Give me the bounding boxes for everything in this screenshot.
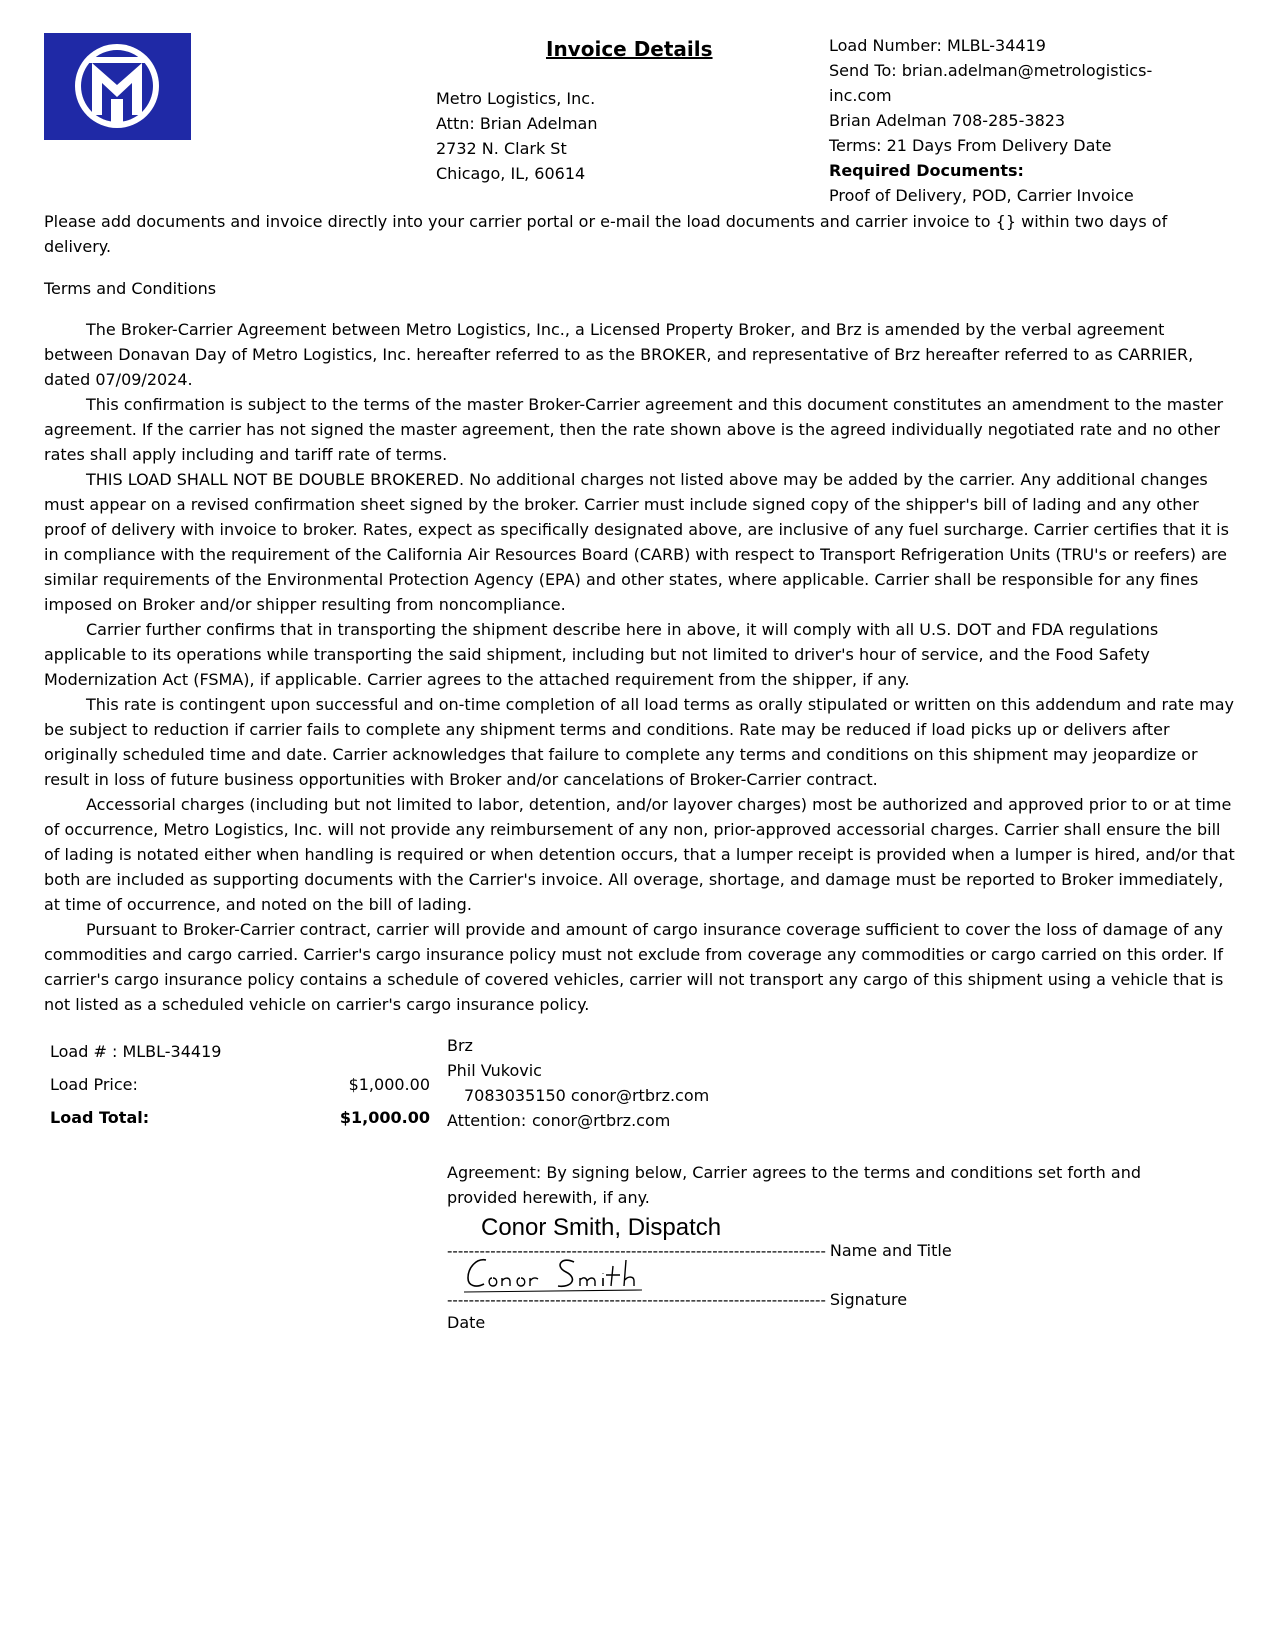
terms-paragraph: This confirmation is subject to the terms of the master Broker-Carrier agreement and this document constitutes an amendment to the master agreement. If the carrier has not signed the master agreement, then the rate shown above is the agreed individually negotiated rate and no other rates shall apply including and tariff rate of terms.	[44, 395, 1224, 464]
date-label: Date	[447, 1313, 486, 1332]
carrier-info	[447, 1033, 709, 1133]
agreement-text: Agreement: By signing below, Carrier agrees to the terms and conditions set forth and provided herewith, if any.	[447, 1163, 1142, 1207]
terms-paragraph: THIS LOAD SHALL NOT BE DOUBLE BROKERED. No additional charges not listed above may be added by the carrier. Any additional changes must appear on a revised confirmation sheet signed by the broker. Carrier must include signed copy of the shipper's bill of lading and any other proof of delivery with invoice to broker. Rates, expect as specifically designated above, are inclusive of any fuel surcharge. Carrier certifies that it is in compliance with the requirement of the California Air Resources Board (CARB) with respect to Transport Refrigeration Units (TRU's or reefers) are similar requirements of the Environmental Protection Agency (EPA) and other states, where applicable. Carrier shall be responsible for any fines imposed on Broker and/or shipper resulting from noncompliance.	[44, 470, 1229, 614]
load-price-label: Load Price:	[50, 1075, 138, 1094]
load-total-label: Load Total:	[50, 1108, 150, 1127]
terms-paragraph: The Broker-Carrier Agreement between Metro Logistics, Inc., a Licensed Property Broker, and Brz is amended by the verbal agreement between Donavan Day of Metro Logistics, Inc. hereafter referred to as the BROKER, and representative of Brz hereafter referred to as CARRIER, dated 07/09/2024.	[44, 320, 1194, 389]
terms-and-conditions	[44, 317, 1236, 1017]
carrier-contact-name: Phil Vukovic	[447, 1061, 542, 1080]
attention-value: conor@rtbrz.com	[532, 1111, 671, 1130]
load-price-value: $1,000.00	[348, 1075, 430, 1094]
page-title: Invoice Details	[546, 37, 713, 61]
load-total-value: $1,000.00	[339, 1108, 430, 1127]
send-to: Send To: brian.adelman@metrologistics-	[829, 61, 1153, 80]
load-number-label: Load # : MLBL-34419	[50, 1042, 222, 1061]
load-price-row	[50, 1072, 430, 1105]
required-documents-label: Required Documents:	[829, 161, 1024, 180]
metro-logistics-logo-icon	[44, 33, 191, 140]
required-documents: Proof of Delivery, POD, Carrier Invoice	[829, 186, 1134, 205]
signature-line	[447, 1287, 907, 1313]
load-price-table	[50, 1039, 430, 1138]
name-title-value: Conor Smith, Dispatch	[481, 1214, 722, 1241]
load-total-row	[50, 1105, 430, 1138]
terms-paragraph: Carrier further confirms that in transporting the shipment describe here in above, it will comply with all U.S. DOT and FDA regulations applicable to its operations while transporting the said shipment, including but not limited to driver's hour of service, and the Food Safety Modernization Act (FSMA), if applicable. Carrier agrees to the attached requirement from the shipper, if any.	[44, 620, 1159, 689]
address-line: Chicago, IL, 60614	[436, 164, 586, 183]
carrier-phone-email: 7083035150 conor@rtbrz.com	[464, 1086, 710, 1105]
terms-heading: Terms and Conditions	[44, 279, 217, 298]
dashed-line: ----------------------------------------------------------------------	[447, 1242, 826, 1260]
attention-label: Attention:	[447, 1111, 527, 1130]
load-number-row	[50, 1039, 430, 1072]
dashed-line: ----------------------------------------------------------------------	[447, 1291, 826, 1309]
terms-paragraph: This rate is contingent upon successful and on-time completion of all load terms as orally stipulated or written on this addendum and rate may be subject to reduction if carrier fails to complete any shipment terms and conditions. Rate may be reduced if load picks up or delivers after originally scheduled time and date. Carrier acknowledges that failure to complete any terms and conditions on this shipment may jeopardize or result in loss of future business opportunities with Broker and/or cancelations of Broker-Carrier contract.	[44, 695, 1234, 789]
contact-info: Brian Adelman 708-285-3823	[829, 111, 1066, 130]
broker-address	[436, 86, 598, 186]
terms-paragraph: Accessorial charges (including but not limited to labor, detention, and/or layover charges) most be authorized and approved prior to or at time of occurrence, Metro Logistics, Inc. will not provide any reimbursement of any non, prior-approved accessorial charges. Carrier shall ensure the bill of lading is notated either when handling is required or when detention occurs, that a lumper receipt is provided when a lumper is hired, and/or that both are included as supporting documents with the Carrier's invoice. All overage, shortage, and damage must be reported to Broker immediately, at time of occurrence, and noted on the bill of lading.	[44, 795, 1235, 914]
send-to-continued: inc.com	[829, 86, 892, 105]
carrier-company: Brz	[447, 1036, 473, 1055]
invoice-info	[829, 33, 1249, 208]
load-number: Load Number: MLBL-34419	[829, 36, 1046, 55]
company-logo	[44, 33, 191, 140]
address-line: Attn: Brian Adelman	[436, 114, 598, 133]
submission-instructions: Please add documents and invoice directly into your carrier portal or e-mail the load documents and carrier invoice to {} within two days of delivery.	[44, 212, 1168, 256]
terms-paragraph: Pursuant to Broker-Carrier contract, carrier will provide and amount of cargo insurance coverage sufficient to cover the loss of damage of any commodities and cargo carried. Carrier's cargo insurance policy must not exclude from coverage any commodities or cargo carried on this order. If carrier's cargo insurance policy contains a schedule of covered vehicles, carrier will not transport any cargo of this shipment using a vehicle that is not listed as a scheduled vehicle on carrier's cargo insurance policy.	[44, 920, 1224, 1014]
payment-terms: Terms: 21 Days From Delivery Date	[829, 136, 1112, 155]
address-line: 2732 N. Clark St	[436, 139, 567, 158]
address-line: Metro Logistics, Inc.	[436, 89, 596, 108]
signature-label: Signature	[829, 1290, 908, 1309]
carrier-attention	[447, 1108, 709, 1133]
name-title-label: Name and Title	[829, 1241, 952, 1260]
